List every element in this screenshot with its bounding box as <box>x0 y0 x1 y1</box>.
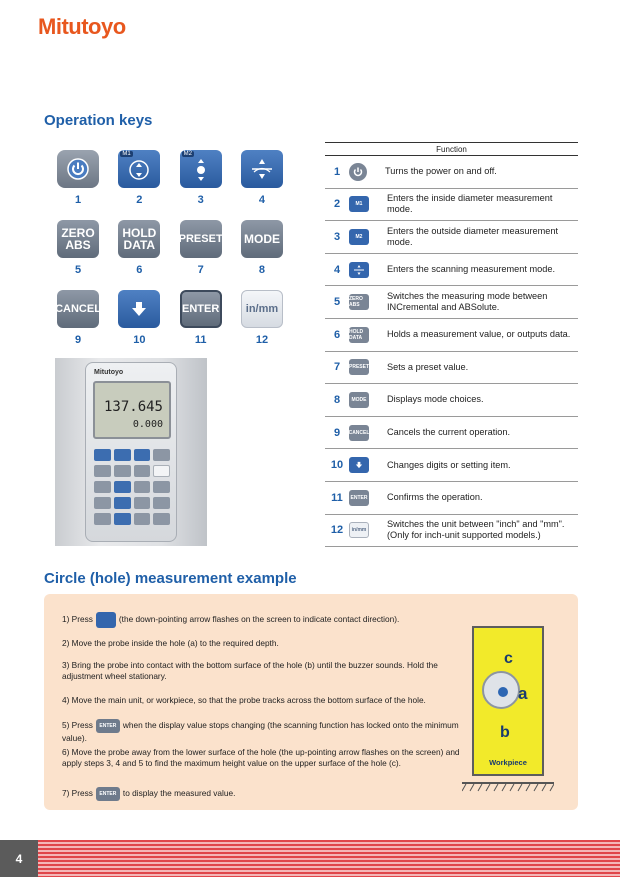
row-number: 11 <box>331 491 343 504</box>
workpiece-label: Workpiece <box>489 758 527 767</box>
function-row-9 <box>325 417 578 450</box>
hole-circle <box>482 671 520 709</box>
device-key <box>134 449 151 461</box>
key-number: 9 <box>74 334 82 346</box>
preset-icon: PRESET <box>349 359 369 375</box>
function-row-2 <box>325 189 578 222</box>
device-key <box>153 497 170 509</box>
power-icon <box>349 163 367 181</box>
step-1 <box>62 612 462 628</box>
device-key <box>94 481 111 493</box>
enter-icon: ENTER <box>349 490 369 506</box>
zero-abs-icon: ZERO ABS <box>349 294 369 310</box>
down-arrow-key[interactable] <box>118 290 160 328</box>
in-mm-key[interactable] <box>241 290 283 328</box>
key-row-1 <box>55 150 285 208</box>
step-7-prefix: 7) Press <box>62 788 93 799</box>
key-number: 7 <box>197 264 204 276</box>
in-mm-icon: in/mm <box>349 522 369 538</box>
function-row-12 <box>325 515 578 548</box>
step-1-prefix: 1) Press <box>62 614 93 625</box>
row-description: Enters the scanning measurement mode. <box>387 264 556 275</box>
key-cell-3 <box>178 150 224 208</box>
row-number: 6 <box>333 328 341 341</box>
inside-diameter-key-icon <box>96 612 116 628</box>
key-number: 12 <box>255 334 269 346</box>
function-row-10 <box>325 449 578 482</box>
step-7-text: to display the measured value. <box>122 788 236 799</box>
key-cell-5 <box>55 220 101 278</box>
function-row-6 <box>325 319 578 352</box>
inside-diameter-key[interactable] <box>118 150 160 188</box>
step-5-prefix: 5) Press <box>62 720 93 731</box>
device-key <box>134 513 151 525</box>
step-5-text: when the display value stops changing (the scanning function has locked onto the minimum value). <box>62 720 459 743</box>
key-row-3 <box>55 290 285 348</box>
device-body <box>85 362 177 542</box>
inside-diameter-icon: M1 <box>349 196 369 212</box>
function-row-11 <box>325 482 578 515</box>
step-3: 3) Bring the probe into contact with the bottom surface of the hole (b) until the buzzer sounds. Hold the adjustment wheel stationary. <box>62 660 438 681</box>
mitutoyo-logo: Mitutoyo <box>38 14 126 39</box>
row-description: Cancels the current operation. <box>387 427 511 438</box>
key-number: 11 <box>194 334 207 346</box>
key-number: 4 <box>258 194 266 206</box>
label-a: a <box>518 684 528 703</box>
outside-diameter-icon: M2 <box>349 229 369 245</box>
row-description: Confirms the operation. <box>387 492 483 503</box>
row-description: Changes digits or setting item. <box>387 459 511 470</box>
step-1-text: (the down-pointing arrow flashes on the screen to indicate contact direction). <box>118 614 400 625</box>
operation-keys-title: Operation keys <box>44 112 153 129</box>
row-number: 8 <box>333 393 341 406</box>
row-description: Switches the measuring mode between INCremental and ABSolute. <box>387 291 548 313</box>
device-key <box>153 481 170 493</box>
enter-key-icon: ENTER <box>96 787 120 801</box>
m2-tag: M2 <box>183 151 192 157</box>
function-table <box>325 142 578 547</box>
device-photo <box>55 358 207 546</box>
device-keypad <box>94 449 170 525</box>
procedure-box <box>44 594 578 810</box>
function-row-3 <box>325 221 578 254</box>
key-cell-9 <box>55 290 101 348</box>
zero-abs-key[interactable] <box>57 220 99 258</box>
hold-data-icon: HOLD DATA <box>349 327 369 343</box>
row-number: 1 <box>333 165 341 178</box>
device-key <box>153 449 170 461</box>
device-key <box>94 465 111 477</box>
enter-key-icon: ENTER <box>96 719 120 733</box>
circle-measurement-title: Circle (hole) measurement example <box>44 570 297 587</box>
key-cell-4 <box>239 150 285 208</box>
key-number: 6 <box>136 264 143 276</box>
row-description: Enters the inside diameter measurement mode. <box>387 193 553 215</box>
key-cell-10 <box>116 290 162 348</box>
row-description: Turns the power on and off. <box>385 166 497 177</box>
footer-stripes <box>0 840 620 877</box>
device-reading-main: 137.645 <box>103 399 163 415</box>
device-key <box>114 513 131 525</box>
function-row-7 <box>325 352 578 385</box>
page-number: 4 <box>0 840 38 877</box>
device-reading-sub: 0.000 <box>132 419 163 430</box>
key-cell-1 <box>55 150 101 208</box>
row-number: 5 <box>333 296 341 309</box>
outside-diameter-key[interactable] <box>180 150 222 188</box>
down-arrow-icon <box>128 298 150 320</box>
scanning-icon <box>349 262 369 278</box>
device-key <box>134 481 151 493</box>
row-description: Sets a preset value. <box>387 361 469 372</box>
in-mm-label: in/mm <box>245 303 279 315</box>
enter-label: ENTER <box>182 303 220 315</box>
step-5 <box>62 719 462 744</box>
row-number: 9 <box>333 426 341 439</box>
ground-hatch-icon <box>462 782 554 792</box>
key-number: 1 <box>74 194 82 206</box>
cancel-label: CANCEL <box>55 303 101 315</box>
preset-key[interactable] <box>180 220 222 258</box>
device-brand: Mitutoyo <box>94 369 124 376</box>
cancel-icon: CANCEL <box>349 425 369 441</box>
down-arrow-icon <box>349 457 369 473</box>
key-number: 8 <box>258 264 266 276</box>
row-description: Enters the outside diameter measurement mode. <box>387 225 559 247</box>
device-key <box>114 449 131 461</box>
device-key <box>153 513 170 525</box>
device-key <box>94 497 111 509</box>
key-cell-8 <box>239 220 285 278</box>
function-row-4 <box>325 254 578 287</box>
inside-diameter-icon <box>127 157 151 181</box>
cancel-key[interactable] <box>57 290 99 328</box>
key-cell-11 <box>178 290 224 348</box>
hold-data-key[interactable] <box>118 220 160 258</box>
key-number: 2 <box>136 194 143 206</box>
step-7 <box>62 787 462 801</box>
row-number: 10 <box>330 459 344 472</box>
outside-diameter-icon <box>189 157 213 181</box>
mode-key[interactable] <box>241 220 283 258</box>
row-description: Switches the unit between "inch" and "mm". (Only for inch-unit supported models.) <box>387 519 565 541</box>
power-key[interactable] <box>57 150 99 188</box>
zero-abs-label: ZERO ABS <box>61 226 95 252</box>
device-screen <box>93 381 171 439</box>
key-number: 10 <box>133 334 146 346</box>
device-key <box>114 497 131 509</box>
m1-tag: M1 <box>122 151 131 157</box>
mode-icon: MODE <box>349 392 369 408</box>
key-cell-7 <box>178 220 224 278</box>
row-number: 3 <box>333 230 341 243</box>
label-b: b <box>500 724 510 741</box>
function-row-8 <box>325 384 578 417</box>
step-4: 4) Move the main unit, or workpiece, so that the probe tracks across the bottom surface of the hole. <box>62 695 426 705</box>
scanning-icon <box>249 157 275 181</box>
mode-label: MODE <box>243 232 280 246</box>
hold-data-label: HOLD DATA <box>122 226 157 252</box>
power-icon <box>66 157 90 181</box>
step-6: 6) Move the probe away from the lower surface of the hole (the up-pointing arrow flashes on the screen) and apply steps 3, 4 and 5 to find the maximum height value on the upper surface of the hole (c). <box>62 747 460 768</box>
device-key <box>114 481 131 493</box>
key-cell-6 <box>116 220 162 278</box>
device-key <box>94 449 111 461</box>
row-number: 7 <box>333 361 341 374</box>
probe-dot <box>498 687 508 697</box>
device-key <box>94 513 111 525</box>
function-row-5 <box>325 286 578 319</box>
step-2: 2) Move the probe inside the hole (a) to the required depth. <box>62 638 279 648</box>
function-row-1 <box>325 156 578 189</box>
key-cell-12 <box>239 290 285 348</box>
label-c: c <box>504 650 513 667</box>
row-description: Holds a measurement value, or outputs data. <box>387 329 571 340</box>
row-number: 12 <box>330 524 344 537</box>
key-number: 3 <box>197 194 204 206</box>
function-table-header: Function <box>325 142 578 156</box>
preset-label: PRESET <box>178 233 223 245</box>
key-cell-2 <box>116 150 162 208</box>
device-key <box>114 465 131 477</box>
device-key <box>153 465 170 477</box>
row-number: 4 <box>333 263 341 276</box>
key-row-2 <box>55 220 285 278</box>
hole-diagram <box>472 626 544 776</box>
device-key <box>134 497 151 509</box>
operation-keys-grid <box>55 150 295 348</box>
row-number: 2 <box>333 198 341 211</box>
device-key <box>134 465 151 477</box>
scanning-key[interactable] <box>241 150 283 188</box>
row-description: Displays mode choices. <box>387 394 484 405</box>
enter-key[interactable] <box>180 290 222 328</box>
key-number: 5 <box>74 264 82 276</box>
